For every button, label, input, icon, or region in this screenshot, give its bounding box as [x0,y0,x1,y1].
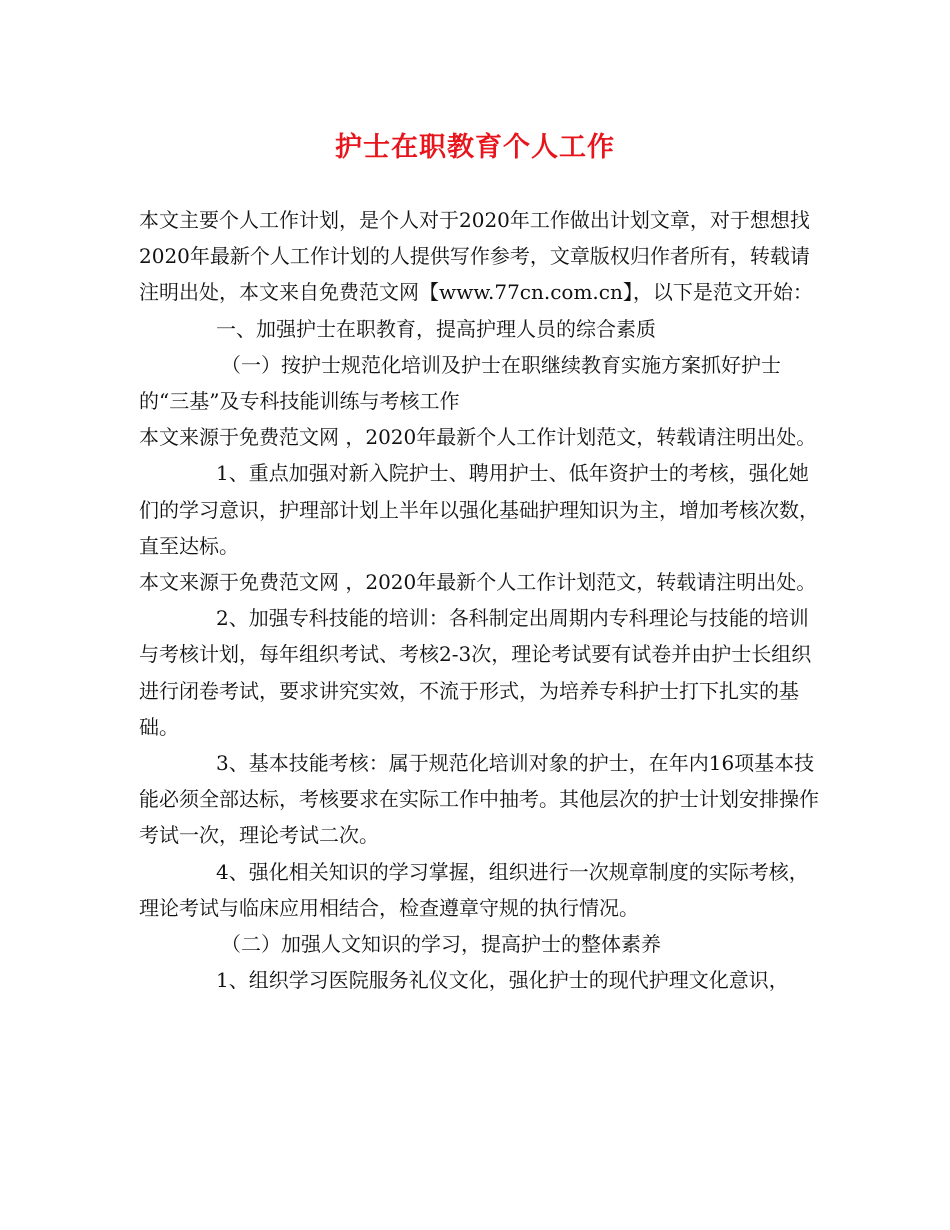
item-paragraph-2: 2、加强专科技能的培训：各科制定出周期内专科理论与技能的培训与考核计划，每年组织考试、考核2-3次，理论考试要有试卷并由护士长组织进行闭卷考试，要求讲究实效，不流于形式，为培养专科护士打下扎实的基础。 [139,606,812,739]
item-paragraph-4: 4、强化相关知识的学习掌握，组织进行一次规章制度的实际考核，理论考试与临床应用相结合，检查遵章守规的执行情况。 [139,859,809,920]
item-paragraph-1: 1、重点加强对新入院护士、聘用护士、低年资护士的考核，强化她们的学习意识，护理部计划上半年以强化基础护理知识为主，增加考核次数，直至达标。 [139,461,819,558]
intro-paragraph: 本文主要个人工作计划，是个人对于2020年工作做出计划文章，对于想想找2020年最新个人工作计划的人提供写作参考，文章版权归作者所有，转载请注明出处，本文来自免费范文网【www.77cn.com.cn】，以下是范文开始： [139,208,813,305]
source-note-paragraph: 本文来源于免费范文网 ，2020年最新个人工作计划范文，转载请注明出处。 [139,425,817,450]
section-heading-1: 一、加强护士在职教育，提高护理人员的综合素质 [216,316,656,341]
source-note-paragraph: 本文来源于免费范文网 ，2020年最新个人工作计划范文，转载请注明出处。 [139,570,817,595]
subsection-heading-2: （二）加强人文知识的学习，提高护士的整体素养 [221,932,661,957]
item-paragraph-3: 3、基本技能考核：属于规范化培训对象的护士，在年内16项基本技能必须全部达标，考核要求在实际工作中抽考。其他层次的护士计划安排操作考试一次，理论考试二次。 [139,751,819,848]
item-paragraph-5: 1、组织学习医院服务礼仪文化，强化护士的现代护理文化意识， [216,968,789,993]
document-body [139,202,823,998]
subsection-heading-1: （一）按护士规范化培训及护士在职继续教育实施方案抓好护士的“三基”及专科技能训练与考核工作 [139,352,781,414]
document-title: 护士在职教育个人工作 [335,132,615,163]
